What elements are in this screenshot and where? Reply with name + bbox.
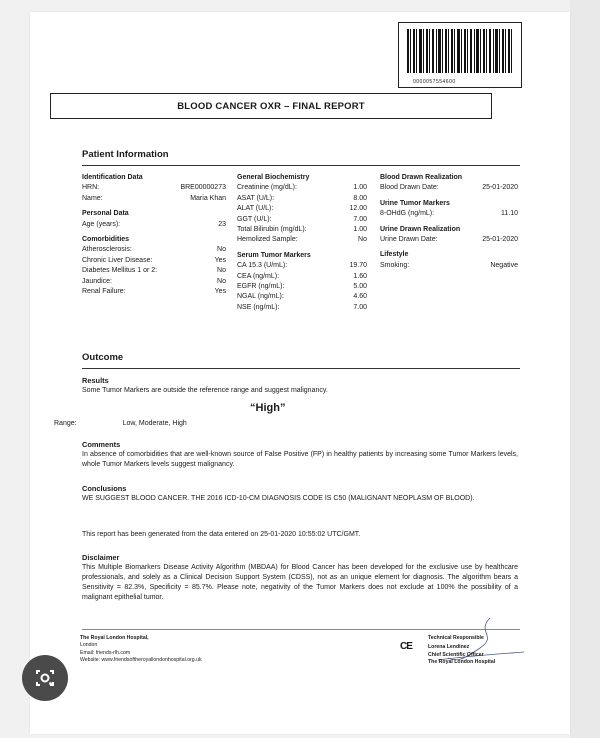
results-title: Results [82, 376, 109, 385]
col-biochemistry [237, 173, 367, 313]
outcome-rule [82, 368, 520, 369]
hospital-email: Email: friends‑rlh.com [80, 649, 131, 656]
biochem-row: GGT (U/L): 7.00 [237, 215, 367, 223]
lifestyle-row: Smoking: Negative [380, 261, 518, 269]
tech-name: Lorena Lendinez [428, 644, 470, 651]
urine-drawn-row: Urine Drawn Date: 25-01-2020 [380, 236, 518, 244]
risk-level: “High” [250, 402, 286, 414]
hrn-value: BRE00000273 [180, 184, 226, 192]
comorbidity-row: Chronic Liver Disease: Yes [82, 256, 226, 264]
hrn-row: HRN: BRE00000273 [82, 183, 226, 193]
serum-row: NGAL (ng/mL): 4.60 [237, 293, 367, 301]
conclusions-title: Conclusions [82, 484, 127, 493]
report-title: BLOOD CANCER OXR – FINAL REPORT [50, 93, 492, 119]
comorbidity-row: Atherosclerosis: No [82, 246, 226, 254]
hospital-website: Website: www.friendsoftheroyallondonhospital.org.uk [80, 657, 202, 664]
tech-title: Technical Responsible [428, 635, 484, 641]
identification-title: Identification Data [82, 174, 143, 181]
patient-info-heading: Patient Information [82, 149, 169, 160]
col-realization [380, 173, 518, 271]
blood-drawn-row: Blood Drawn Date: 25-01-2020 [380, 184, 518, 192]
serum-row: CEA (ng/mL): 1.60 [237, 272, 367, 280]
biochem-row: Total Bilirubin (mg/dL): 1.00 [237, 226, 367, 234]
comments-title: Comments [82, 440, 121, 449]
ce-mark: CE [400, 641, 412, 652]
blood-drawn-title: Blood Drawn Realization [380, 174, 463, 181]
hospital-address [80, 635, 202, 665]
disclaimer-title: Disclaimer [82, 553, 120, 562]
viewer-side-strip [570, 0, 600, 738]
disclaimer-text: This Multiple Biomarkers Disease Activity Algorithm (MBDAA) for Blood Cancer has been developed for the exclusive use by healthcare professionals, and solely as a Clinical Decision Support System (CDSS), not as an unique element for diagnosis. The algorithm bears a Sensitivity = 82.3%, Specificity = 85.7%. Please note, negativity of the Tumor Markers does not exclude at 100% the possibility of a malignant epithelial tumor. [82, 564, 518, 601]
barcode-bars [407, 29, 513, 73]
comorbidity-row: Renal Failure: Yes [82, 288, 226, 296]
comorbidity-row: Diabetes Mellitus 1 or 2: No [82, 267, 226, 275]
personal-title: Personal Data [82, 210, 129, 218]
biochem-row: Hemolized Sample: No [237, 236, 367, 244]
results-text: Some Tumor Markers are outside the reference range and suggest malignancy. [82, 387, 328, 394]
biochem-row: Creatinine (mg/dL): 1.00 [237, 184, 367, 192]
lifestyle-title: Lifestyle [380, 251, 409, 259]
patient-info-rule [82, 165, 520, 166]
biochem-row: ASAT (U/L): 8.00 [237, 194, 367, 202]
name-row: Name: Maria Khan [82, 194, 226, 204]
conclusions-text: WE SUGGEST BLOOD CANCER. THE 2016 ICD-10-CM DIAGNOSIS CODE IS C50 (MALIGNANT NEOPLASM OF BLOOD). [82, 495, 475, 502]
age-value: 23 [218, 220, 226, 228]
serum-row: CA 15.3 (U/mL): 19.70 [237, 262, 367, 270]
hospital-name: The Royal London Hospital, [80, 635, 149, 641]
barcode [398, 22, 522, 88]
lens-search-button[interactable] [22, 655, 68, 701]
officer-title: Chief Scientific Officer [428, 651, 484, 658]
urine-marker-row: 8-OHdG (ng/mL): 11.10 [380, 210, 518, 218]
serum-row: EGFR (ng/mL): 5.00 [237, 283, 367, 291]
range-row [54, 420, 187, 427]
lens-camera-icon [33, 666, 57, 690]
results-block [82, 376, 518, 396]
serum-row: NSE (ng/mL): 7.00 [237, 303, 367, 311]
range-label: Range: [54, 420, 77, 427]
biochem-row: ALAT (U/L): 12.00 [237, 205, 367, 213]
officer-org: The Royal London Hospital [428, 659, 496, 666]
name-value: Maria Khan [190, 194, 226, 202]
technical-responsible [428, 635, 495, 667]
urine-markers-title: Urine Tumor Markers [380, 199, 450, 207]
biochem-title: General Biochemistry [237, 174, 310, 181]
urine-drawn-title: Urine Drawn Realization [380, 225, 461, 233]
disclaimer-block [82, 553, 518, 603]
hospital-city: London [80, 642, 98, 649]
serum-title: Serum Tumor Markers [237, 251, 311, 259]
generated-text: This report has been generated from the data entered on 25-01-2020 10:55:02 UTC/GMT. [82, 531, 361, 538]
comorbidity-row: Jaundice: No [82, 277, 226, 285]
comments-text: In absence of comorbidities that are well-known source of False Positive (FP) in healthy patients by increasing some Tumor Markers levels, whole Tumor Markers levels suggest malignancy. [82, 451, 518, 468]
range-value: Low, Moderate, High [122, 420, 187, 427]
comments-block [82, 440, 518, 470]
col-identification [82, 173, 226, 297]
comorbidities-title: Comorbidities [82, 236, 130, 244]
outcome-heading: Outcome [82, 352, 124, 363]
barcode-number: 0000057554600 [413, 79, 456, 85]
conclusions-block [82, 484, 518, 504]
age-row: Age (years): 23 [82, 220, 226, 230]
